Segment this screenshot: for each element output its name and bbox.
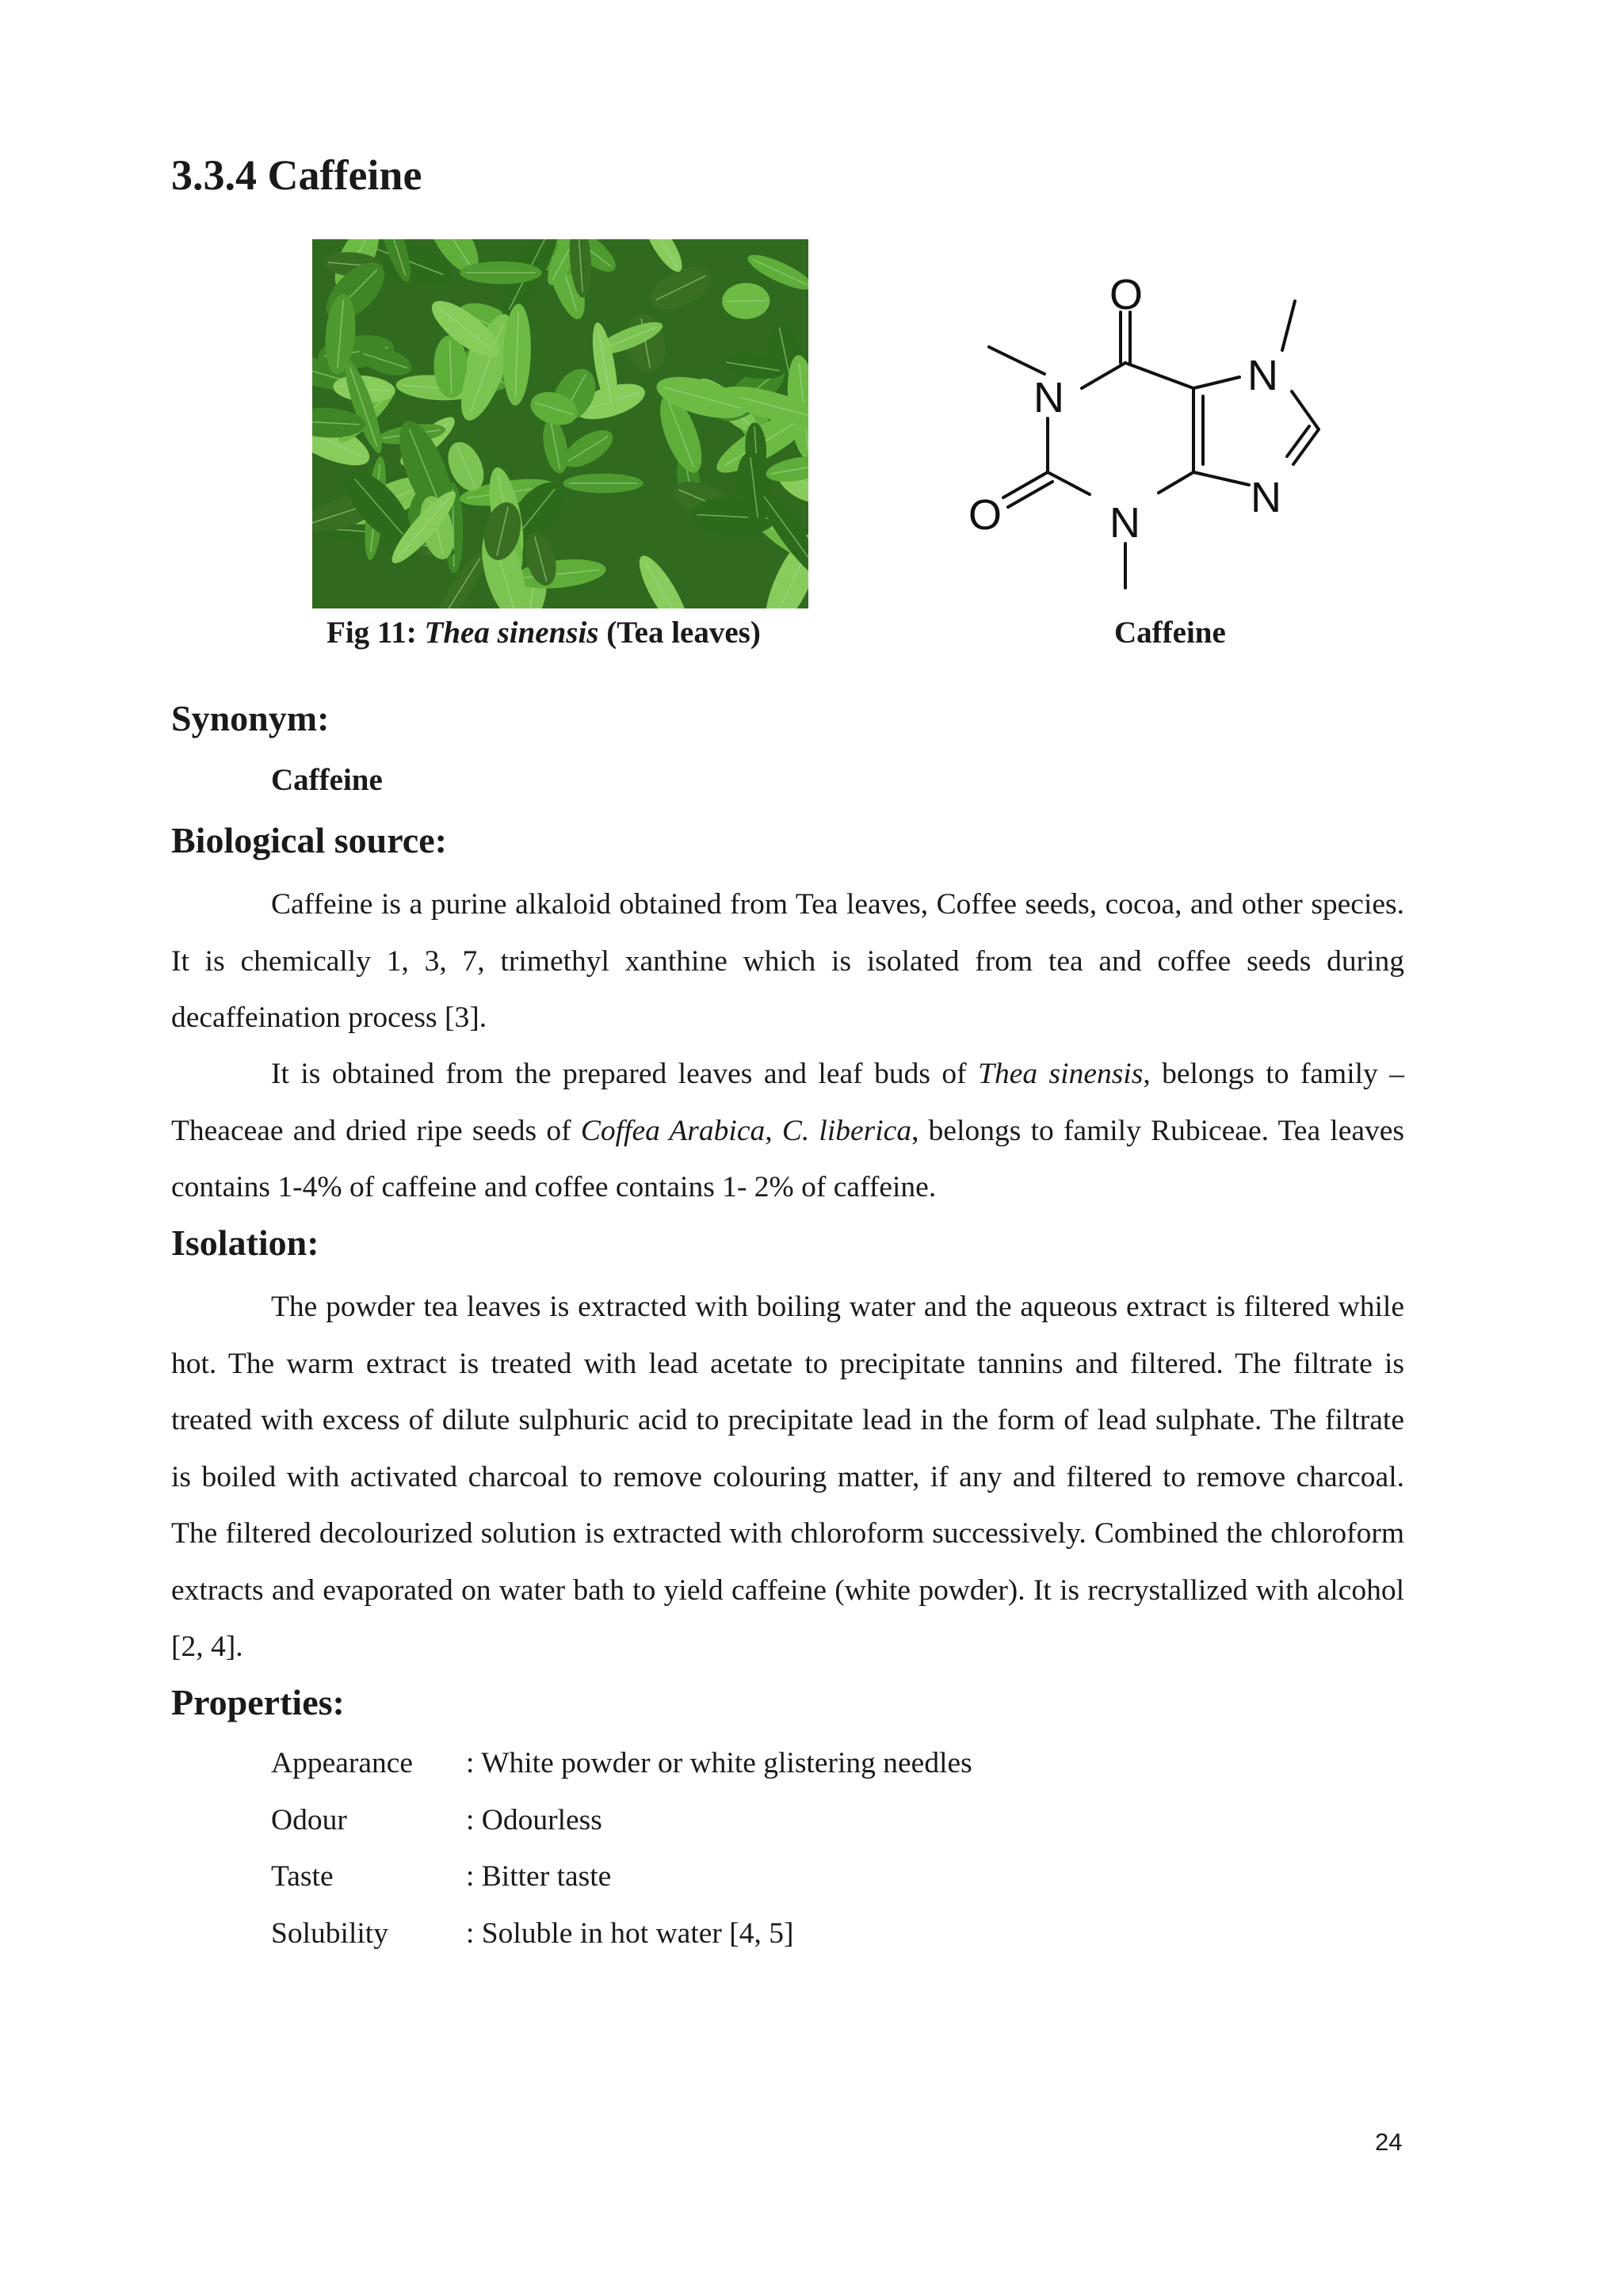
caffeine-structure: [951, 250, 1331, 599]
table-row: [271, 1735, 972, 1792]
leaf-vein: [726, 301, 766, 302]
table-row: [271, 1905, 972, 1962]
atom-n9: N: [1251, 474, 1281, 521]
property-value: : Odourless: [466, 1803, 602, 1836]
figure-caption: [327, 615, 761, 650]
property-value: : White powder or white glistering needles: [466, 1747, 972, 1780]
biological-source-heading: Biological source:: [171, 820, 447, 860]
isolation-heading: Isolation:: [171, 1222, 319, 1263]
p2-text-b: , belongs to family – Theaceae and dried ripe seeds of: [171, 1058, 1405, 1147]
property-value: : Soluble in hot water [4, 5]: [466, 1917, 794, 1950]
caption-species: Thea sinensis: [424, 616, 599, 650]
atom-o-top: O: [1109, 271, 1144, 318]
properties-heading: Properties:: [171, 1682, 345, 1722]
tea-leaves-image: [312, 239, 808, 608]
biological-source-paragraph-1: Caffeine is a purine alkaloid obtained from Tea leaves, Coffee seeds, cocoa, and other species. It is chemically 1, 3, 7, trimethyl xanthine which is isolated from tea and coffee seeds during decaffeination process [3].: [171, 888, 1404, 1034]
property-key: Solubility: [271, 1917, 388, 1950]
p2-species-tea: Thea sinensis: [978, 1058, 1144, 1090]
atom-n7: N: [1247, 352, 1278, 399]
caption-prefix: Fig 11:: [327, 616, 425, 650]
synonym-value: Caffeine: [271, 763, 383, 797]
biological-source-paragraph-2: [171, 1046, 1404, 1216]
property-key: Taste: [271, 1860, 334, 1894]
property-value: : Bitter taste: [466, 1860, 612, 1894]
atom-o-left: O: [968, 491, 1002, 539]
section-heading: 3.3.4 Caffeine: [171, 151, 422, 199]
structure-label: Caffeine: [1114, 616, 1226, 650]
property-key: Odour: [271, 1803, 347, 1836]
table-row: [271, 1792, 972, 1849]
atom-n1: N: [1033, 374, 1064, 421]
p2-text-a: It is obtained from the prepared leaves and leaf buds of: [271, 1058, 979, 1090]
isolation-paragraph: The powder tea leaves is extracted with boiling water and the aqueous extract is filtered while hot. The warm extract is treated with lead acetate to precipitate tannins and filtered. The filtrate is treated with excess of dilute sulphuric acid to precipitate lead in the form of lead sulphate. The filtrate is boiled with activated charcoal to remove colouring matter, if any and filtered to remove charcoal. The filtered decolourized solution is extracted with chloroform successively. Combined the chloroform extracts and evaporated on water bath to yield caffeine (white powder). It is recrystallized with alcohol [2, 4].: [171, 1291, 1404, 1663]
p2-text-c: , belongs to family Rubiceae. Tea leaves contains 1-4% of caffeine and coffee contains 1- 2% of caffeine.: [171, 1114, 1405, 1203]
p2-species-coffee: Coffea Arabica, C. liberica: [580, 1114, 912, 1147]
property-key: Appearance: [271, 1747, 414, 1780]
page-number: 24: [1375, 2128, 1403, 2156]
caption-suffix: (Tea leaves): [598, 616, 761, 650]
synonym-heading: Synonym:: [171, 698, 330, 738]
properties-table: [271, 1735, 972, 1962]
atom-n3: N: [1109, 499, 1140, 547]
table-row: [271, 1848, 972, 1905]
